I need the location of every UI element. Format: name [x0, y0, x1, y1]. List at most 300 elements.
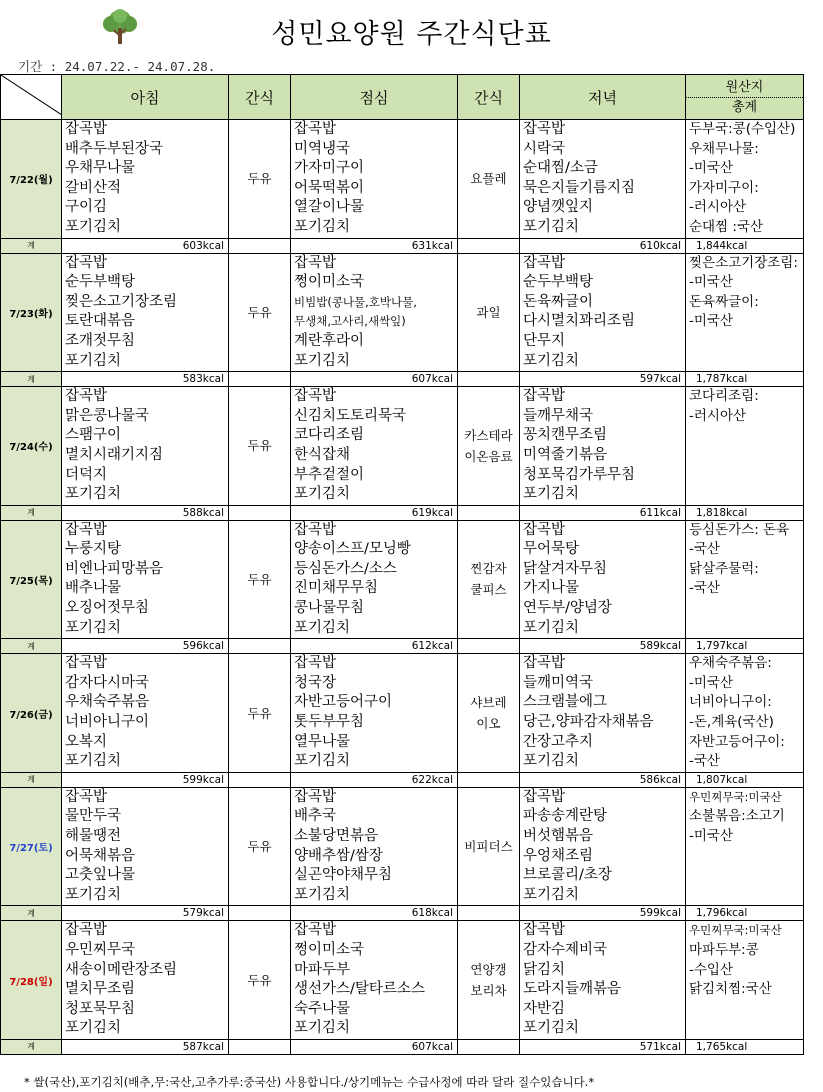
total-kcal: 1,765kcal	[686, 1039, 804, 1054]
snack1-cell-item: 두유	[247, 438, 272, 454]
lunch-cell-item: 포기김치	[294, 886, 351, 903]
date-cell: 7/23(화)	[1, 253, 62, 372]
lunch-kcal: 618kcal	[291, 906, 458, 921]
origin-cell-item: -미국산	[689, 828, 733, 844]
breakfast-cell-item: 물만두국	[65, 808, 122, 825]
dinner-cell-item: 닭살겨자무침	[523, 560, 608, 577]
origin-cell-item: -미국산	[689, 274, 733, 291]
breakfast-cell-item: 조개젓무침	[65, 332, 136, 349]
snack2-cell-item: 쿨피스	[470, 582, 507, 598]
origin-cell-item	[689, 866, 803, 886]
snack1-kcal	[229, 906, 291, 921]
dinner-cell	[520, 654, 686, 773]
breakfast-cell	[62, 387, 229, 506]
breakfast-cell-item: 잡곡밥	[65, 121, 108, 137]
lunch-cell-item: 진미채무무침	[294, 580, 379, 597]
date-cell: 7/28(일)	[1, 921, 62, 1040]
lunch-cell-item: 쩡이미소국	[294, 941, 365, 958]
header-lunch: 점심	[291, 75, 458, 120]
lunch-kcal: 607kcal	[291, 372, 458, 387]
calorie-label: 계	[1, 238, 62, 253]
origin-cell-item: 우채무나물:	[689, 140, 759, 157]
lunch-cell-item: 비빔밥(콩나물,호박나물,	[294, 294, 417, 309]
day-row	[1, 921, 804, 1040]
breakfast-cell-item: 비엔나피망볶음	[65, 560, 164, 577]
snack2-kcal	[458, 372, 520, 387]
dinner-cell	[520, 387, 686, 506]
breakfast-cell-item: 해물땡전	[65, 828, 122, 844]
lunch-cell-item: 포기김치	[294, 486, 351, 503]
total-kcal: 1,787kcal	[686, 372, 804, 387]
breakfast-cell-item: 배추나물	[65, 580, 122, 597]
lunch-cell-item: 쩡이미소국	[294, 274, 365, 291]
breakfast-cell-item: 잡곡밥	[65, 655, 108, 672]
snack1-kcal	[229, 772, 291, 787]
origin-cell-item	[689, 1000, 803, 1020]
dinner-cell	[520, 787, 686, 906]
snack2-cell-item: 찐감자	[470, 561, 507, 577]
header-dinner: 저녁	[520, 75, 686, 120]
dinner-kcal: 589kcal	[520, 639, 686, 654]
snack1-cell	[229, 120, 291, 239]
snack2-cell	[458, 654, 520, 773]
origin-cell-item	[689, 485, 803, 505]
lunch-cell-item: 포기김치	[294, 218, 351, 235]
breakfast-cell-item: 누룽지탕	[65, 541, 122, 558]
origin-cell-item	[689, 847, 803, 867]
dinner-cell-item: 우엉채조림	[523, 847, 594, 864]
origin-cell-item: -돈,계육(국산)	[689, 714, 774, 731]
origin-cell	[686, 787, 804, 906]
origin-cell-item	[689, 886, 803, 906]
origin-cell-item: 가자미구이:	[689, 179, 759, 196]
dinner-cell-item: 잡곡밥	[523, 655, 566, 672]
breakfast-cell-item: 배추두부된장국	[65, 140, 164, 157]
snack2-cell	[458, 921, 520, 1040]
origin-cell	[686, 387, 804, 506]
lunch-cell-item: 자반고등어구이	[294, 694, 393, 711]
lunch-cell-item: 잡곡밥	[294, 521, 337, 538]
lunch-cell-item: 실곤약야채무침	[294, 867, 393, 884]
lunch-cell-item: 열무나물	[294, 733, 351, 750]
lunch-cell-item: 콩나물무침	[294, 600, 365, 617]
calorie-row	[1, 639, 804, 654]
dinner-cell-item: 꽁치캔무조림	[523, 427, 608, 444]
snack1-cell-item: 두유	[247, 171, 272, 187]
origin-cell-item	[689, 599, 803, 619]
dinner-cell-item: 미역줄기볶음	[523, 446, 608, 463]
breakfast-cell-item: 오징어젓무침	[65, 600, 150, 617]
lunch-kcal: 607kcal	[291, 1039, 458, 1054]
origin-cell-item	[689, 466, 803, 486]
calorie-label: 계	[1, 639, 62, 654]
snack2-cell-item: 요플레	[470, 171, 507, 187]
lunch-cell	[291, 387, 458, 506]
header-origin	[686, 75, 804, 120]
day-row	[1, 387, 804, 506]
breakfast-kcal: 583kcal	[62, 372, 229, 387]
lunch-cell	[291, 520, 458, 639]
meal-table	[0, 74, 804, 1055]
breakfast-kcal: 599kcal	[62, 772, 229, 787]
lunch-cell	[291, 787, 458, 906]
snack2-kcal	[458, 505, 520, 520]
dinner-cell-item: 단무지	[523, 332, 566, 349]
header-snack1: 간식	[229, 75, 291, 120]
page-title: 성민요양원 주간식단표	[271, 19, 552, 50]
lunch-cell-item: 소불당면볶음	[294, 828, 379, 844]
breakfast-kcal: 603kcal	[62, 238, 229, 253]
origin-cell-item: -러시아산	[689, 199, 747, 216]
dinner-cell-item: 잡곡밥	[523, 121, 566, 137]
breakfast-kcal: 587kcal	[62, 1039, 229, 1054]
total-kcal: 1,796kcal	[686, 906, 804, 921]
header-origin-bottom: 총계	[731, 99, 758, 115]
calorie-label: 계	[1, 505, 62, 520]
dinner-kcal: 610kcal	[520, 238, 686, 253]
day-row	[1, 654, 804, 773]
origin-cell-item: 우민찌무국:미국산	[689, 923, 782, 938]
origin-cell-item: -미국산	[689, 313, 733, 330]
breakfast-cell-item: 갈비산적	[65, 179, 122, 196]
calorie-row	[1, 772, 804, 787]
snack2-cell-item: 샤브레	[470, 695, 507, 711]
snack2-kcal	[458, 1039, 520, 1054]
origin-cell-item: 순대찜 :국산	[689, 218, 764, 235]
dinner-cell-item: 도라지들깨볶음	[523, 981, 622, 998]
calorie-row	[1, 372, 804, 387]
lunch-cell-item: 잡곡밥	[294, 922, 337, 939]
calorie-row	[1, 505, 804, 520]
total-kcal: 1,797kcal	[686, 639, 804, 654]
origin-cell-item	[689, 1019, 803, 1039]
dinner-cell-item: 스크램블에그	[523, 694, 608, 711]
calorie-row	[1, 906, 804, 921]
snack1-kcal	[229, 639, 291, 654]
lunch-kcal: 619kcal	[291, 505, 458, 520]
dinner-cell-item: 무어묵탕	[523, 541, 580, 558]
lunch-cell-item: 열갈이나물	[294, 199, 365, 216]
origin-cell-item	[689, 446, 803, 466]
origin-cell-item	[689, 619, 803, 639]
origin-cell	[686, 921, 804, 1040]
lunch-cell-item: 한식잡채	[294, 446, 351, 463]
day-row	[1, 520, 804, 639]
lunch-kcal: 631kcal	[291, 238, 458, 253]
lunch-cell-item: 코다리조림	[294, 427, 365, 444]
dinner-cell	[520, 120, 686, 239]
snack1-cell-item: 두유	[247, 839, 272, 855]
lunch-cell-item: 양송이스프/모닝빵	[294, 541, 411, 558]
dinner-cell-item: 다시멸치꽈리조림	[523, 313, 636, 330]
period-label: 기간 : 24.07.22.- 24.07.28.	[18, 59, 216, 74]
dinner-kcal: 586kcal	[520, 772, 686, 787]
breakfast-cell-item: 잡곡밥	[65, 521, 108, 538]
dinner-cell-item: 자반김	[523, 1000, 566, 1017]
origin-cell-item	[689, 426, 803, 446]
dinner-cell-item: 양념깻잎지	[523, 199, 594, 216]
lunch-cell-item: 잡곡밥	[294, 388, 337, 405]
lunch-cell-item: 잡곡밥	[294, 121, 337, 137]
calorie-label: 계	[1, 772, 62, 787]
snack1-cell	[229, 253, 291, 372]
breakfast-cell-item: 어묵채볶음	[65, 847, 136, 864]
origin-cell-item: 마파두부:콩	[689, 941, 759, 958]
snack2-cell	[458, 520, 520, 639]
calorie-row	[1, 1039, 804, 1054]
lunch-cell-item: 가자미구이	[294, 160, 365, 177]
total-kcal: 1,818kcal	[686, 505, 804, 520]
origin-cell	[686, 120, 804, 239]
lunch-kcal: 622kcal	[291, 772, 458, 787]
lunch-cell	[291, 120, 458, 239]
header-row	[1, 75, 804, 120]
breakfast-cell-item: 토란대볶음	[65, 313, 136, 330]
origin-cell-item: 등심돈가스: 돈육	[689, 521, 790, 538]
day-row	[1, 787, 804, 906]
snack1-cell	[229, 654, 291, 773]
breakfast-kcal: 579kcal	[62, 906, 229, 921]
calorie-row	[1, 238, 804, 253]
lunch-cell-item: 포기김치	[294, 619, 351, 636]
breakfast-cell-item: 감자다시마국	[65, 674, 150, 691]
dinner-cell-item: 닭김치	[523, 961, 566, 978]
dinner-cell	[520, 921, 686, 1040]
meal-table-body	[1, 120, 804, 1055]
origin-cell-item	[689, 332, 803, 352]
snack2-cell	[458, 387, 520, 506]
breakfast-cell-item: 포기김치	[65, 753, 122, 770]
breakfast-cell-item: 오복지	[65, 733, 108, 750]
dinner-cell-item: 포기김치	[523, 486, 580, 503]
dinner-cell-item: 간장고추지	[523, 733, 594, 750]
dinner-cell-item: 포기김치	[523, 753, 580, 770]
snack2-cell	[458, 787, 520, 906]
calorie-label: 계	[1, 372, 62, 387]
breakfast-cell-item: 너비아니구이	[65, 714, 150, 731]
origin-cell-item: 코다리조림:	[689, 388, 759, 405]
dinner-cell-item: 포기김치	[523, 352, 580, 369]
breakfast-cell-item: 고춧잎나물	[65, 867, 136, 884]
dinner-cell-item: 잡곡밥	[523, 788, 566, 805]
lunch-cell-item: 포기김치	[294, 753, 351, 770]
breakfast-cell-item: 포기김치	[65, 352, 122, 369]
total-kcal: 1,807kcal	[686, 772, 804, 787]
lunch-cell-item: 잡곡밥	[294, 655, 337, 672]
breakfast-kcal: 588kcal	[62, 505, 229, 520]
dinner-cell-item: 당근,양파감자채볶음	[523, 714, 654, 731]
breakfast-cell	[62, 654, 229, 773]
breakfast-cell-item: 순두부백탕	[65, 274, 136, 291]
snack2-cell-item: 이오	[476, 716, 501, 732]
snack1-cell	[229, 387, 291, 506]
snack2-cell	[458, 253, 520, 372]
origin-cell-item: 닭김치찜:국산	[689, 981, 772, 998]
breakfast-cell-item: 포기김치	[65, 218, 122, 235]
snack2-cell	[458, 120, 520, 239]
dinner-cell-item: 묵은지들기름지짐	[523, 179, 636, 196]
lunch-cell	[291, 253, 458, 372]
dinner-cell-item: 감자수제비국	[523, 941, 608, 958]
lunch-cell-item: 등심돈가스/소스	[294, 560, 397, 577]
origin-cell-item: -국산	[689, 541, 720, 558]
breakfast-cell	[62, 787, 229, 906]
breakfast-cell-item: 맑은콩나물국	[65, 407, 150, 424]
dinner-cell-item: 청포묵김가루무침	[523, 466, 636, 483]
breakfast-cell-item: 스팸구이	[65, 427, 122, 444]
origin-cell-item: 소불볶음:소고기	[689, 808, 785, 825]
origin-cell-item: -국산	[689, 580, 720, 597]
snack1-kcal	[229, 238, 291, 253]
snack2-cell-item: 이온음료	[464, 448, 513, 464]
lunch-cell-item: 양배추쌈/쌈장	[294, 847, 383, 864]
breakfast-kcal: 596kcal	[62, 639, 229, 654]
lunch-cell-item: 톳두부무침	[294, 714, 365, 731]
lunch-cell-item: 무생채,고사리,새싹잎)	[294, 314, 406, 329]
snack2-kcal	[458, 772, 520, 787]
snack1-kcal	[229, 1039, 291, 1054]
dinner-cell-item: 들깨무채국	[523, 407, 594, 424]
snack1-cell	[229, 520, 291, 639]
lunch-cell-item: 포기김치	[294, 1020, 351, 1037]
breakfast-cell-item: 우민찌무국	[65, 941, 136, 958]
origin-cell	[686, 253, 804, 372]
lunch-cell-item: 미역냉국	[294, 140, 351, 157]
dinner-cell-item: 가지나물	[523, 580, 580, 597]
breakfast-cell-item: 포기김치	[65, 1020, 122, 1037]
lunch-cell	[291, 921, 458, 1040]
snack2-kcal	[458, 639, 520, 654]
lunch-cell-item: 배추국	[294, 808, 337, 825]
corner-cell	[1, 75, 62, 120]
dinner-cell-item: 잡곡밥	[523, 388, 566, 405]
lunch-cell-item: 숙주나물	[294, 1000, 351, 1017]
snack1-cell-item: 두유	[247, 972, 272, 988]
lunch-cell-item: 계란후라이	[294, 332, 365, 349]
lunch-cell-item: 어묵떡볶이	[294, 179, 365, 196]
dinner-kcal: 599kcal	[520, 906, 686, 921]
origin-cell-item: 자반고등어구이:	[689, 733, 785, 750]
breakfast-cell-item: 멸치시래기지짐	[65, 446, 164, 463]
snack1-cell-item: 두유	[247, 304, 272, 320]
dinner-cell-item: 순대찜/소금	[523, 160, 598, 177]
breakfast-cell-item: 더덕지	[65, 466, 108, 483]
footer-note: * 쌀(국산),포기김치(배추,무:국산,고추가루:중국산) 사용합니다./상기메뉴는 수급사정에 따라 달라 질수있습니다.*	[24, 1075, 595, 1089]
breakfast-cell	[62, 120, 229, 239]
lunch-cell-item: 청국장	[294, 674, 337, 691]
origin-cell-item: 찢은소고기장조림:	[689, 254, 798, 271]
dinner-kcal: 597kcal	[520, 372, 686, 387]
dinner-cell-item: 포기김치	[523, 218, 580, 235]
snack2-kcal	[458, 906, 520, 921]
breakfast-cell-item: 포기김치	[65, 486, 122, 503]
day-row	[1, 120, 804, 239]
breakfast-cell-item: 포기김치	[65, 886, 122, 903]
snack2-kcal	[458, 238, 520, 253]
header-origin-top: 원산지	[686, 78, 803, 98]
origin-cell-item: -수입산	[689, 961, 733, 978]
lunch-cell-item: 마파두부	[294, 961, 351, 978]
dinner-cell-item: 포기김치	[523, 619, 580, 636]
origin-cell-item: 돈육짜글이:	[689, 293, 759, 310]
header-snack2: 간식	[458, 75, 520, 120]
diagonal-line	[1, 75, 62, 115]
breakfast-cell	[62, 253, 229, 372]
origin-cell-item: -러시아산	[689, 407, 747, 424]
snack1-kcal	[229, 372, 291, 387]
breakfast-cell-item: 멸치무조림	[65, 981, 136, 998]
lunch-cell-item: 생선가스/탈타르소스	[294, 981, 425, 998]
lunch-cell-item: 잡곡밥	[294, 254, 337, 271]
dinner-cell-item: 잡곡밥	[523, 521, 566, 538]
breakfast-cell-item: 구이김	[65, 199, 108, 216]
dinner-cell-item: 시락국	[523, 140, 566, 157]
date-cell: 7/25(목)	[1, 520, 62, 639]
snack2-cell-item: 비피더스	[464, 839, 513, 855]
origin-cell-item: -미국산	[689, 674, 733, 691]
dinner-cell-item: 잡곡밥	[523, 254, 566, 271]
snack1-cell-item: 두유	[247, 571, 272, 587]
dinner-cell-item: 순두부백탕	[523, 274, 594, 291]
origin-cell-item: 우채숙주볶음:	[689, 655, 772, 672]
dinner-cell-item: 잡곡밥	[523, 922, 566, 939]
header-breakfast: 아침	[62, 75, 229, 120]
breakfast-cell-item: 포기김치	[65, 619, 122, 636]
breakfast-cell-item: 잡곡밥	[65, 254, 108, 271]
date-cell: 7/27(토)	[1, 787, 62, 906]
snack2-cell-item: 연양갱	[470, 962, 507, 978]
breakfast-cell-item: 우채무나물	[65, 160, 136, 177]
dinner-cell	[520, 520, 686, 639]
origin-cell-item: 우민찌무국:미국산	[689, 789, 782, 804]
dinner-cell-item: 돈육짜글이	[523, 293, 594, 310]
breakfast-cell-item: 잡곡밥	[65, 388, 108, 405]
lunch-cell-item: 포기김치	[294, 352, 351, 369]
breakfast-cell-item: 잡곡밥	[65, 788, 108, 805]
dinner-cell-item: 브로콜리/초장	[523, 867, 612, 884]
lunch-cell	[291, 654, 458, 773]
breakfast-cell-item: 우채숙주볶음	[65, 694, 150, 711]
origin-cell-item: 너비아니구이:	[689, 694, 772, 711]
dinner-cell-item: 파송송계란탕	[523, 808, 608, 825]
origin-cell-item: -미국산	[689, 160, 733, 177]
breakfast-cell-item: 잡곡밥	[65, 922, 108, 939]
dinner-cell-item: 연두부/양념장	[523, 600, 612, 617]
snack2-cell-item: 카스테라	[464, 427, 513, 443]
breakfast-cell-item: 새송이메란장조림	[65, 961, 178, 978]
calorie-label: 계	[1, 1039, 62, 1054]
snack1-cell	[229, 921, 291, 1040]
snack2-cell-item: 보리차	[470, 983, 507, 999]
breakfast-cell	[62, 921, 229, 1040]
dinner-kcal: 611kcal	[520, 505, 686, 520]
calorie-label: 계	[1, 906, 62, 921]
lunch-cell-item: 잡곡밥	[294, 788, 337, 805]
snack2-cell-item: 과일	[476, 304, 501, 320]
origin-cell-item: 닭살주물럭:	[689, 560, 759, 577]
dinner-kcal: 571kcal	[520, 1039, 686, 1054]
day-row	[1, 253, 804, 372]
origin-cell	[686, 654, 804, 773]
snack1-cell	[229, 787, 291, 906]
snack1-kcal	[229, 505, 291, 520]
snack1-cell-item: 두유	[247, 705, 272, 721]
origin-cell-item: 두부국:콩(수입산)	[689, 121, 796, 137]
breakfast-cell-item: 찢은소고기장조림	[65, 293, 178, 310]
dinner-cell-item: 포기김치	[523, 886, 580, 903]
dinner-cell	[520, 253, 686, 372]
lunch-cell-item: 신김치도토리묵국	[294, 407, 407, 424]
